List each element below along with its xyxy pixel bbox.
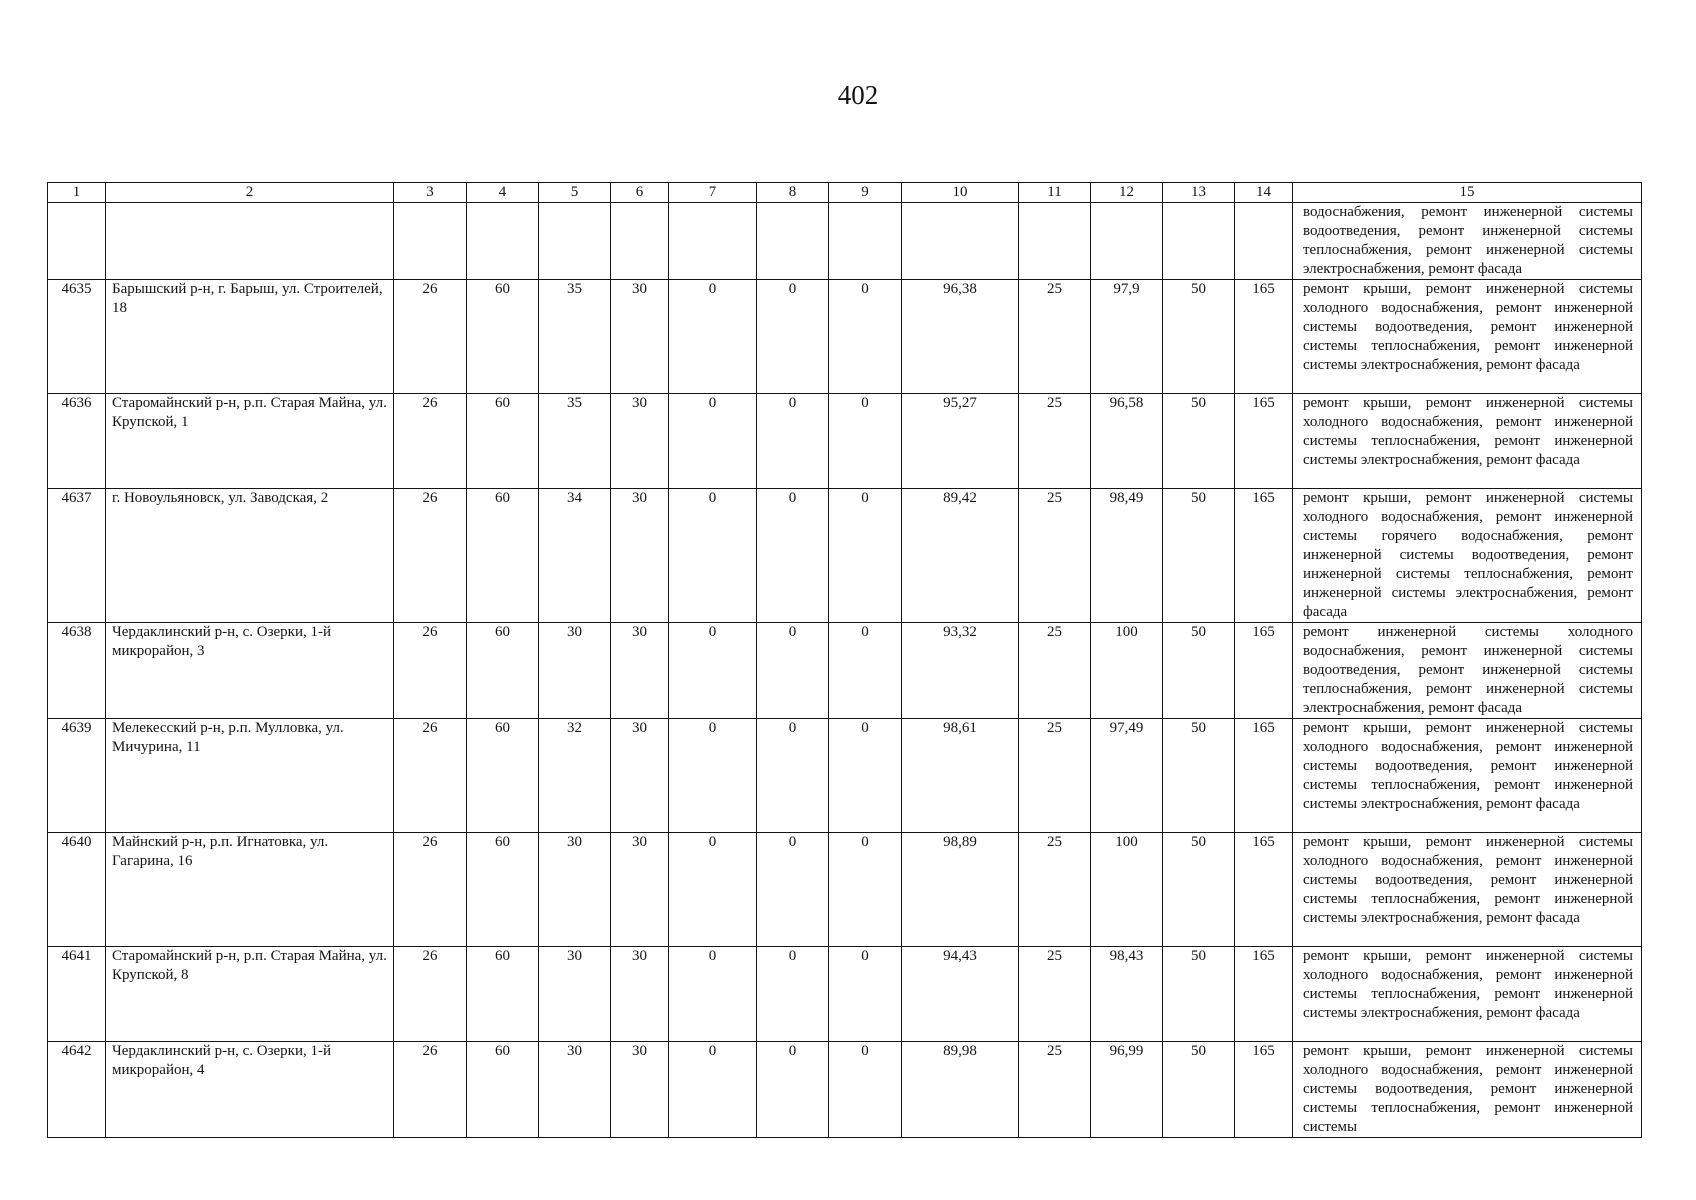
value-cell: 50	[1163, 489, 1235, 623]
value-cell: 25	[1019, 394, 1091, 489]
works-description: ремонт крыши, ремонт инженерной системы холодного водоснабжения, ремонт инженерной системы водоотведения, ремонт инженерной системы теплоснабжения, ремонт инженерной системы	[1293, 1042, 1642, 1138]
value-cell: 30	[539, 623, 611, 719]
value-cell: 30	[611, 947, 669, 1042]
value-cell: 89,42	[902, 489, 1019, 623]
address-cell: Старомайнский р-н, р.п. Старая Майна, ул. Крупской, 8	[106, 947, 394, 1042]
empty-cell	[467, 203, 539, 280]
value-cell: 30	[539, 947, 611, 1042]
address-cell: Майнский р-н, р.п. Игнатовка, ул. Гагарина, 16	[106, 833, 394, 947]
value-cell: 93,32	[902, 623, 1019, 719]
address-cell: Барышский р-н, г. Барыш, ул. Строителей, 18	[106, 280, 394, 394]
empty-cell	[539, 203, 611, 280]
value-cell: 0	[669, 394, 757, 489]
address-cell: Чердаклинский р-н, с. Озерки, 1-й микрорайон, 3	[106, 623, 394, 719]
works-description: ремонт инженерной системы холодного водоснабжения, ремонт инженерной системы водоотведения, ремонт инженерной системы теплоснабжения, ремонт инженерной системы электроснабжения, ремонт фасада	[1293, 623, 1642, 719]
column-header: 3	[394, 183, 467, 203]
value-cell: 26	[394, 280, 467, 394]
works-description: ремонт крыши, ремонт инженерной системы холодного водоснабжения, ремонт инженерной системы теплоснабжения, ремонт инженерной системы электроснабжения, ремонт фасада	[1293, 394, 1642, 489]
value-cell: 26	[394, 719, 467, 833]
value-cell: 60	[467, 489, 539, 623]
value-cell: 34	[539, 489, 611, 623]
value-cell: 26	[394, 489, 467, 623]
value-cell: 25	[1019, 623, 1091, 719]
value-cell: 60	[467, 719, 539, 833]
table-row	[48, 623, 1642, 719]
value-cell: 165	[1235, 1042, 1293, 1138]
value-cell: 0	[829, 489, 902, 623]
value-cell: 60	[467, 623, 539, 719]
value-cell: 60	[467, 833, 539, 947]
row-number: 4635	[48, 280, 106, 394]
row-number: 4637	[48, 489, 106, 623]
value-cell: 50	[1163, 947, 1235, 1042]
value-cell: 0	[829, 833, 902, 947]
value-cell: 0	[829, 280, 902, 394]
value-cell: 165	[1235, 623, 1293, 719]
column-header: 12	[1091, 183, 1163, 203]
value-cell: 98,49	[1091, 489, 1163, 623]
row-number: 4642	[48, 1042, 106, 1138]
row-number: 4640	[48, 833, 106, 947]
value-cell: 35	[539, 280, 611, 394]
value-cell: 0	[669, 833, 757, 947]
empty-cell	[669, 203, 757, 280]
value-cell: 60	[467, 280, 539, 394]
works-description: ремонт крыши, ремонт инженерной системы холодного водоснабжения, ремонт инженерной системы теплоснабжения, ремонт инженерной системы электроснабжения, ремонт фасада	[1293, 947, 1642, 1042]
value-cell: 30	[611, 833, 669, 947]
empty-cell	[1091, 203, 1163, 280]
table-row	[48, 394, 1642, 489]
empty-cell	[1235, 203, 1293, 280]
value-cell: 165	[1235, 947, 1293, 1042]
value-cell: 0	[757, 489, 829, 623]
value-cell: 0	[669, 1042, 757, 1138]
value-cell: 50	[1163, 394, 1235, 489]
value-cell: 94,43	[902, 947, 1019, 1042]
column-header: 14	[1235, 183, 1293, 203]
value-cell: 0	[757, 719, 829, 833]
value-cell: 50	[1163, 719, 1235, 833]
value-cell: 0	[669, 623, 757, 719]
value-cell: 26	[394, 947, 467, 1042]
value-cell: 50	[1163, 280, 1235, 394]
value-cell: 0	[669, 719, 757, 833]
value-cell: 165	[1235, 833, 1293, 947]
value-cell: 50	[1163, 1042, 1235, 1138]
empty-cell	[611, 203, 669, 280]
empty-cell	[48, 203, 106, 280]
table-row	[48, 489, 1642, 623]
value-cell: 0	[757, 833, 829, 947]
table-row	[48, 947, 1642, 1042]
column-header: 15	[1293, 183, 1642, 203]
value-cell: 25	[1019, 719, 1091, 833]
value-cell: 0	[757, 623, 829, 719]
empty-cell	[1163, 203, 1235, 280]
value-cell: 98,43	[1091, 947, 1163, 1042]
column-header: 4	[467, 183, 539, 203]
value-cell: 30	[611, 1042, 669, 1138]
value-cell: 0	[669, 280, 757, 394]
empty-cell	[1019, 203, 1091, 280]
row-number: 4638	[48, 623, 106, 719]
value-cell: 165	[1235, 280, 1293, 394]
value-cell: 97,49	[1091, 719, 1163, 833]
value-cell: 50	[1163, 623, 1235, 719]
column-header: 9	[829, 183, 902, 203]
value-cell: 165	[1235, 394, 1293, 489]
value-cell: 30	[611, 623, 669, 719]
value-cell: 26	[394, 833, 467, 947]
value-cell: 100	[1091, 623, 1163, 719]
value-cell: 60	[467, 394, 539, 489]
column-header: 6	[611, 183, 669, 203]
value-cell: 60	[467, 1042, 539, 1138]
value-cell: 30	[611, 489, 669, 623]
column-header: 13	[1163, 183, 1235, 203]
address-cell: г. Новоульяновск, ул. Заводская, 2	[106, 489, 394, 623]
works-description: ремонт крыши, ремонт инженерной системы холодного водоснабжения, ремонт инженерной системы горячего водоснабжения, ремонт инженерной системы водоотведения, ремонт инженерной системы теплоснабжения, ремонт инженерной системы электроснабжения, ремонт фасада	[1293, 489, 1642, 623]
value-cell: 30	[539, 833, 611, 947]
value-cell: 0	[829, 394, 902, 489]
value-cell: 96,99	[1091, 1042, 1163, 1138]
address-cell: Мелекесский р-н, р.п. Мулловка, ул. Мичурина, 11	[106, 719, 394, 833]
value-cell: 26	[394, 1042, 467, 1138]
value-cell: 98,61	[902, 719, 1019, 833]
column-header: 8	[757, 183, 829, 203]
value-cell: 165	[1235, 719, 1293, 833]
value-cell: 30	[611, 719, 669, 833]
value-cell: 0	[669, 489, 757, 623]
value-cell: 25	[1019, 833, 1091, 947]
value-cell: 30	[611, 394, 669, 489]
value-cell: 89,98	[902, 1042, 1019, 1138]
value-cell: 0	[829, 719, 902, 833]
value-cell: 0	[757, 394, 829, 489]
empty-cell	[106, 203, 394, 280]
value-cell: 0	[757, 947, 829, 1042]
value-cell: 100	[1091, 833, 1163, 947]
value-cell: 0	[757, 1042, 829, 1138]
column-header: 11	[1019, 183, 1091, 203]
row-number: 4639	[48, 719, 106, 833]
value-cell: 98,89	[902, 833, 1019, 947]
value-cell: 0	[829, 623, 902, 719]
column-header: 2	[106, 183, 394, 203]
table-row	[48, 833, 1642, 947]
column-header: 5	[539, 183, 611, 203]
column-header-row	[48, 183, 1642, 203]
value-cell: 32	[539, 719, 611, 833]
empty-cell	[829, 203, 902, 280]
value-cell: 165	[1235, 489, 1293, 623]
value-cell: 30	[539, 1042, 611, 1138]
value-cell: 96,38	[902, 280, 1019, 394]
value-cell: 0	[829, 1042, 902, 1138]
register-table	[47, 182, 1642, 1138]
column-header: 7	[669, 183, 757, 203]
works-description: ремонт крыши, ремонт инженерной системы холодного водоснабжения, ремонт инженерной системы водоотведения, ремонт инженерной системы теплоснабжения, ремонт инженерной системы электроснабжения, ремонт фасада	[1293, 833, 1642, 947]
column-header: 10	[902, 183, 1019, 203]
value-cell: 25	[1019, 489, 1091, 623]
value-cell: 25	[1019, 280, 1091, 394]
works-description: ремонт крыши, ремонт инженерной системы холодного водоснабжения, ремонт инженерной системы водоотведения, ремонт инженерной системы теплоснабжения, ремонт инженерной системы электроснабжения, ремонт фасада	[1293, 719, 1642, 833]
column-header: 1	[48, 183, 106, 203]
empty-cell	[902, 203, 1019, 280]
value-cell: 0	[669, 947, 757, 1042]
empty-cell	[394, 203, 467, 280]
table-row	[48, 280, 1642, 394]
value-cell: 0	[829, 947, 902, 1042]
value-cell: 26	[394, 623, 467, 719]
value-cell: 60	[467, 947, 539, 1042]
continuation-row	[48, 203, 1642, 280]
value-cell: 35	[539, 394, 611, 489]
value-cell: 25	[1019, 947, 1091, 1042]
page-number: 402	[837, 80, 879, 110]
works-description: ремонт крыши, ремонт инженерной системы холодного водоснабжения, ремонт инженерной системы водоотведения, ремонт инженерной системы теплоснабжения, ремонт инженерной системы электроснабжения, ремонт фасада	[1293, 280, 1642, 394]
empty-cell	[757, 203, 829, 280]
value-cell: 97,9	[1091, 280, 1163, 394]
value-cell: 50	[1163, 833, 1235, 947]
address-cell: Чердаклинский р-н, с. Озерки, 1-й микрорайон, 4	[106, 1042, 394, 1138]
row-number: 4636	[48, 394, 106, 489]
address-cell: Старомайнский р-н, р.п. Старая Майна, ул. Крупской, 1	[106, 394, 394, 489]
table-row	[48, 1042, 1642, 1138]
row-number: 4641	[48, 947, 106, 1042]
value-cell: 0	[757, 280, 829, 394]
value-cell: 96,58	[1091, 394, 1163, 489]
works-description: водоснабжения, ремонт инженерной системы водоотведения, ремонт инженерной системы теплоснабжения, ремонт инженерной системы электроснабжения, ремонт фасада	[1293, 203, 1642, 280]
value-cell: 26	[394, 394, 467, 489]
value-cell: 95,27	[902, 394, 1019, 489]
value-cell: 30	[611, 280, 669, 394]
value-cell: 25	[1019, 1042, 1091, 1138]
table-row	[48, 719, 1642, 833]
